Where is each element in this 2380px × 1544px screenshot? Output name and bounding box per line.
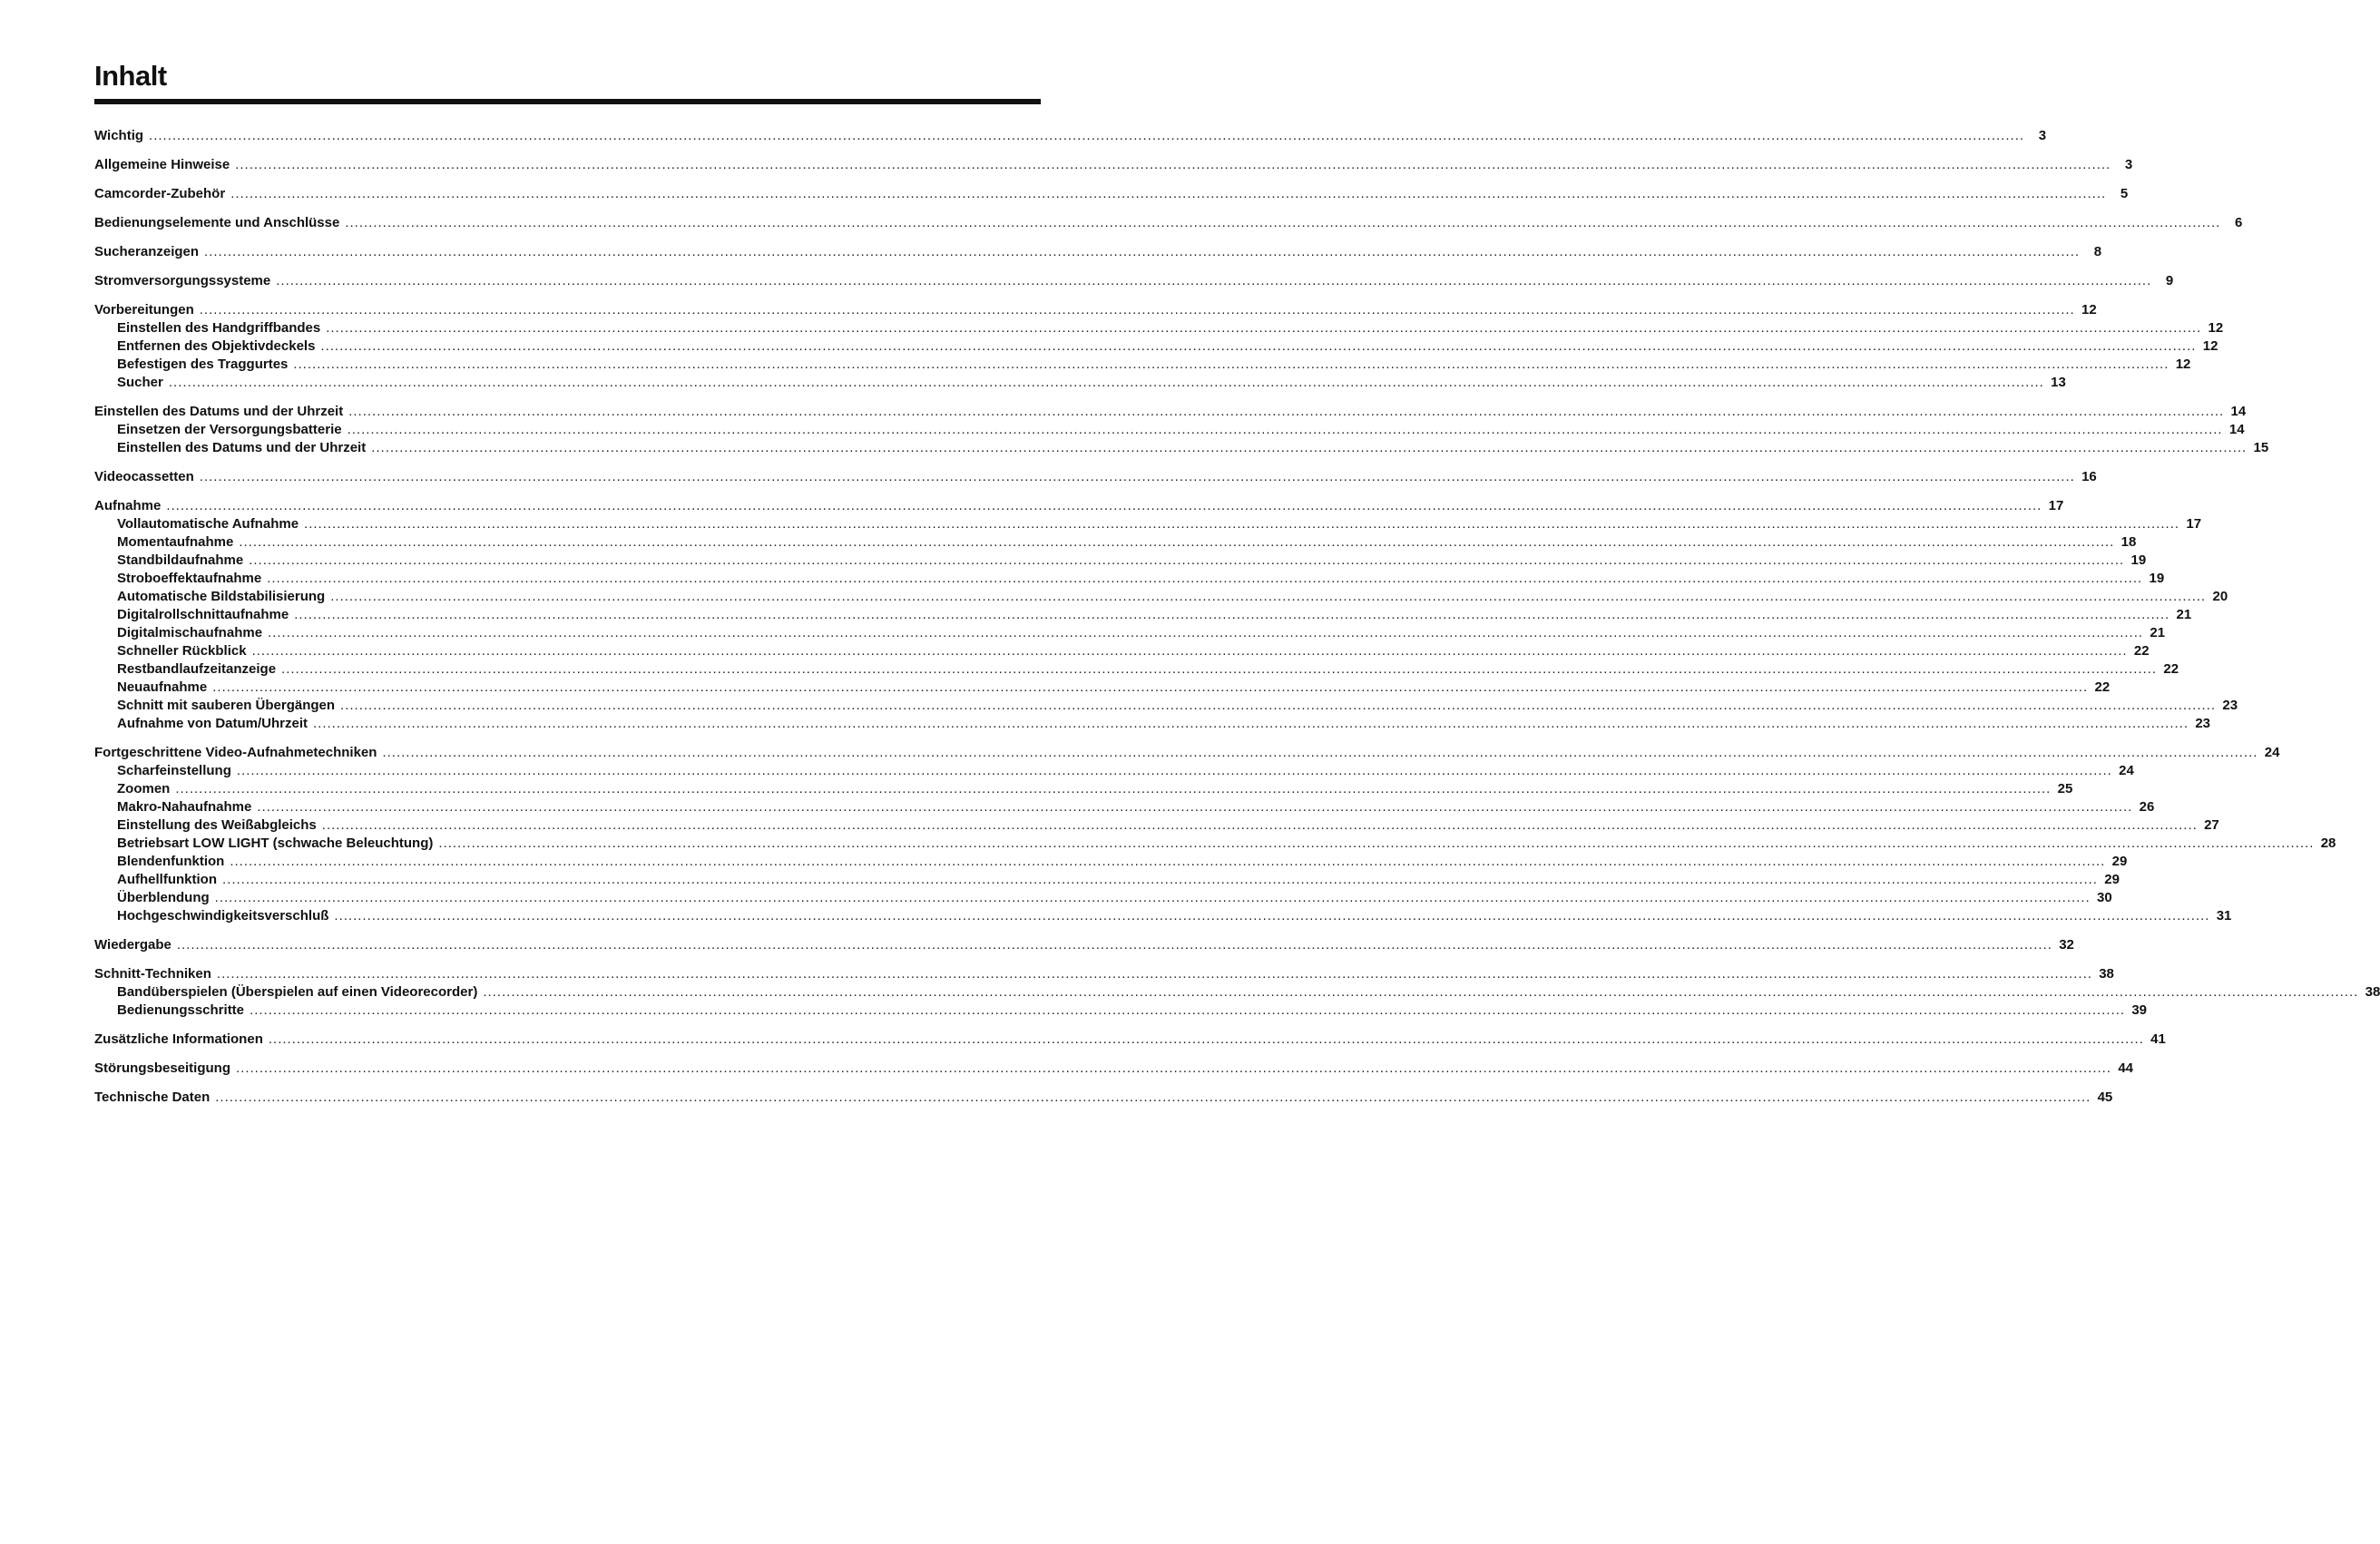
toc-subentry (94, 907, 2232, 925)
toc-subentry-title: Momentaufnahme (117, 534, 234, 550)
toc-entry (94, 127, 2047, 145)
toc-leader-dots: ................................................................................................................................................................................................................................................................................................................................................................................................................ (212, 679, 2089, 695)
toc-leader-dots: ................................................................................................................................................................................................................................................................................................................................................................................................................ (230, 854, 2106, 869)
toc-entry-page: 3 (2038, 128, 2047, 143)
title-rule (94, 99, 1041, 104)
toc-leader-dots: ................................................................................................................................................................................................................................................................................................................................................................................................................ (293, 357, 2169, 372)
toc-entry (94, 1031, 2166, 1049)
toc-group (94, 1089, 2113, 1107)
toc-subentry-page: 13 (2051, 375, 2066, 390)
toc-leader-dots: ................................................................................................................................................................................................................................................................................................................................................................................................................ (216, 966, 2092, 982)
toc-subentry-page: 29 (2111, 854, 2128, 869)
toc-leader-dots: ................................................................................................................................................................................................................................................................................................................................................................................................................ (304, 516, 2180, 532)
toc-subentry-title: Schnitt mit sauberen Übergängen (117, 698, 336, 713)
toc-subentry (94, 319, 2224, 337)
toc-subentry (94, 715, 2211, 733)
toc-subentry-page: 19 (2149, 571, 2165, 586)
toc-leader-dots: ................................................................................................................................................................................................................................................................................................................................................................................................................ (294, 607, 2170, 622)
toc-entry (94, 1060, 2133, 1078)
toc-leader-dots: ................................................................................................................................................................................................................................................................................................................................................................................................................ (330, 589, 2207, 604)
toc-leader-dots: ................................................................................................................................................................................................................................................................................................................................................................................................................ (321, 817, 2198, 833)
toc-leader-dots: ................................................................................................................................................................................................................................................................................................................................................................................................................ (371, 440, 2248, 455)
toc-leader-dots: ................................................................................................................................................................................................................................................................................................................................................................................................................ (326, 320, 2202, 336)
toc-group (94, 185, 2129, 203)
toc-leader-dots: ................................................................................................................................................................................................................................................................................................................................................................................................................ (268, 1031, 2144, 1047)
toc-entry (94, 156, 2133, 174)
toc-entry-page: 6 (2235, 215, 2243, 230)
toc-leader-dots: ................................................................................................................................................................................................................................................................................................................................................................................................................ (438, 836, 2315, 851)
toc-entry (94, 301, 2097, 319)
toc-leader-dots: ................................................................................................................................................................................................................................................................................................................................................................................................................ (236, 763, 2112, 778)
toc-entry (94, 185, 2129, 203)
toc-subentry (94, 660, 2179, 679)
toc-subentry-title: Bedienungsschritte (117, 1002, 245, 1018)
toc-subentry (94, 552, 2147, 570)
toc-leader-dots: ................................................................................................................................................................................................................................................................................................................................................................................................................ (199, 302, 2075, 318)
toc-subentry-title: Einsetzen der Versorgungsbatterie (117, 422, 342, 437)
toc-subentry-title: Aufnahme von Datum/Uhrzeit (117, 716, 309, 731)
toc-subentry-page: 23 (2222, 698, 2238, 713)
toc-leader-dots: ................................................................................................................................................................................................................................................................................................................................................................................................................ (345, 215, 2221, 230)
toc-leader-dots: ................................................................................................................................................................................................................................................................................................................................................................................................................ (340, 698, 2217, 713)
toc-subentry-page: 12 (2202, 338, 2218, 354)
toc-entry (94, 965, 2114, 983)
toc-subentry-title: Standbildaufnahme (117, 552, 244, 568)
toc-entry-title: Wichtig (94, 128, 144, 143)
toc-subentry-title: Hochgeschwindigkeitsverschluß (117, 908, 329, 923)
toc-leader-dots: ................................................................................................................................................................................................................................................................................................................................................................................................................ (313, 716, 2189, 731)
toc-leader-dots: ................................................................................................................................................................................................................................................................................................................................................................................................................ (334, 908, 2210, 923)
toc-group (94, 301, 2224, 392)
toc-group (94, 936, 2074, 954)
toc-subentry-page: 22 (2094, 679, 2111, 695)
toc-subentry-title: Entfernen des Objektivdeckels (117, 338, 316, 354)
toc-entry (94, 744, 2280, 762)
toc-subentry-title: Vollautomatische Aufnahme (117, 516, 299, 532)
toc-leader-dots: ................................................................................................................................................................................................................................................................................................................................................................................................................ (347, 422, 2223, 437)
table-of-contents (94, 127, 2380, 1118)
toc-subentry-page: 17 (2186, 516, 2202, 532)
toc-entry-page: 41 (2150, 1031, 2166, 1047)
toc-entry-title: Bedienungselemente und Anschlüsse (94, 215, 340, 230)
toc-subentry-title: Neuaufnahme (117, 679, 208, 695)
toc-entry-title: Wiedergabe (94, 937, 171, 953)
toc-subentry (94, 570, 2165, 588)
toc-leader-dots: ................................................................................................................................................................................................................................................................................................................................................................................................................ (149, 128, 2025, 143)
toc-subentry-title: Bandüberspielen (Überspielen auf einen Videorecorder) (117, 984, 478, 1000)
toc-subentry (94, 853, 2128, 871)
toc-subentry-title: Scharfeinstellung (117, 763, 231, 778)
toc-subentry-title: Stroboeffektaufnahme (117, 571, 262, 586)
toc-leader-dots: ................................................................................................................................................................................................................................................................................................................................................................................................................ (230, 186, 2107, 201)
toc-group (94, 965, 2380, 1020)
toc-subentry-page: 22 (2133, 643, 2150, 659)
toc-entry-page: 38 (2099, 966, 2114, 982)
toc-subentry (94, 780, 2073, 798)
toc-subentry-title: Einstellen des Datums und der Uhrzeit (117, 440, 367, 455)
toc-leader-dots: ................................................................................................................................................................................................................................................................................................................................................................................................................ (221, 872, 2098, 887)
toc-subentry (94, 679, 2111, 697)
toc-entry-page: 9 (2165, 273, 2174, 288)
toc-subentry (94, 356, 2191, 374)
toc-leader-dots: ................................................................................................................................................................................................................................................................................................................................................................................................................ (215, 1090, 2091, 1105)
toc-subentry-page: 23 (2195, 716, 2211, 731)
toc-entry-page: 8 (2093, 244, 2102, 259)
toc-leader-dots: ................................................................................................................................................................................................................................................................................................................................................................................................................ (168, 375, 2044, 390)
toc-subentry-title: Betriebsart LOW LIGHT (schwache Beleuchtung) (117, 836, 434, 851)
toc-subentry (94, 606, 2192, 624)
toc-entry-title: Camcorder-Zubehör (94, 186, 226, 201)
toc-subentry-title: Sucher (117, 375, 163, 390)
toc-subentry-title: Einstellung des Weißabgleichs (117, 817, 317, 833)
toc-group (94, 744, 2336, 925)
toc-subentry-page: 31 (2216, 908, 2232, 923)
toc-group (94, 497, 2238, 733)
toc-entry-page: 45 (2097, 1090, 2113, 1105)
toc-subentry-page: 14 (2228, 422, 2245, 437)
toc-subentry-page: 20 (2212, 589, 2228, 604)
toc-subentry (94, 642, 2150, 660)
toc-entry-page: 3 (2124, 157, 2133, 172)
toc-leader-dots: ................................................................................................................................................................................................................................................................................................................................................................................................................ (267, 571, 2143, 586)
toc-subentry-title: Restbandlaufzeitanzeige (117, 661, 277, 677)
toc-leader-dots: ................................................................................................................................................................................................................................................................................................................................................................................................................ (257, 799, 2133, 815)
toc-entry-title: Zusätzliche Informationen (94, 1031, 263, 1047)
toc-subentry-page: 15 (2253, 440, 2269, 455)
toc-entry (94, 243, 2102, 261)
toc-subentry-page: 19 (2130, 552, 2147, 568)
toc-entry-title: Schnitt-Techniken (94, 966, 211, 982)
toc-subentry (94, 835, 2336, 853)
toc-entry-title: Allgemeine Hinweise (94, 157, 230, 172)
toc-subentry-page: 30 (2096, 890, 2112, 905)
toc-leader-dots: ................................................................................................................................................................................................................................................................................................................................................................................................................ (204, 244, 2081, 259)
toc-entry-title: Einstellen des Datums und der Uhrzeit (94, 404, 344, 419)
toc-leader-dots: ................................................................................................................................................................................................................................................................................................................................................................................................................ (348, 404, 2225, 419)
toc-subentry-title: Aufhellfunktion (117, 872, 217, 887)
toc-entry-title: Störungsbeseitigung (94, 1060, 230, 1076)
toc-subentry-page: 24 (2119, 763, 2134, 778)
toc-subentry (94, 762, 2134, 780)
toc-subentry (94, 421, 2245, 439)
toc-group (94, 156, 2133, 174)
toc-entry-page: 44 (2118, 1060, 2133, 1076)
toc-leader-dots: ................................................................................................................................................................................................................................................................................................................................................................................................................ (176, 937, 2052, 953)
toc-subentry (94, 533, 2137, 552)
toc-subentry (94, 889, 2112, 907)
toc-leader-dots: ................................................................................................................................................................................................................................................................................................................................................................................................................ (236, 1060, 2111, 1076)
toc-entry-page: 16 (2081, 469, 2097, 484)
toc-subentry (94, 1002, 2148, 1020)
toc-entry-title: Videocassetten (94, 469, 194, 484)
toc-subentry (94, 337, 2218, 356)
toc-entry-page: 12 (2081, 302, 2097, 318)
toc-leader-dots: ................................................................................................................................................................................................................................................................................................................................................................................................................ (320, 338, 2197, 354)
toc-entry-page: 5 (2120, 186, 2129, 201)
toc-subentry-page: 21 (2176, 607, 2192, 622)
toc-subentry (94, 871, 2120, 889)
toc-group (94, 214, 2243, 232)
toc-subentry-page: 29 (2104, 872, 2120, 887)
toc-leader-dots: ................................................................................................................................................................................................................................................................................................................................................................................................................ (239, 534, 2115, 550)
toc-leader-dots: ................................................................................................................................................................................................................................................................................................................................................................................................................ (382, 745, 2258, 760)
toc-subentry-page: 38 (2365, 984, 2380, 1000)
toc-group (94, 127, 2047, 145)
toc-entry (94, 936, 2074, 954)
toc-leader-dots: ................................................................................................................................................................................................................................................................................................................................................................................................................ (268, 625, 2144, 640)
toc-subentry-page: 27 (2204, 817, 2219, 833)
toc-entry (94, 272, 2174, 290)
toc-group (94, 1060, 2133, 1078)
toc-entry (94, 497, 2064, 515)
toc-subentry-title: Einstellen des Handgriffbandes (117, 320, 321, 336)
toc-subentry-page: 28 (2320, 836, 2336, 851)
toc-leader-dots: ................................................................................................................................................................................................................................................................................................................................................................................................................ (175, 781, 2052, 796)
toc-subentry (94, 374, 2066, 392)
toc-subentry-page: 22 (2163, 661, 2179, 677)
toc-leader-dots: ................................................................................................................................................................................................................................................................................................................................................................................................................ (281, 661, 2158, 677)
toc-leader-dots: ................................................................................................................................................................................................................................................................................................................................................................................................................ (250, 1002, 2126, 1018)
toc-subentry-title: Digitalmischaufnahme (117, 625, 263, 640)
toc-subentry-page: 12 (2175, 357, 2191, 372)
toc-leader-dots: ................................................................................................................................................................................................................................................................................................................................................................................................................ (483, 984, 2359, 1000)
toc-leader-dots: ................................................................................................................................................................................................................................................................................................................................................................................................................ (214, 890, 2091, 905)
toc-entry-title: Stromversorgungssysteme (94, 273, 271, 288)
toc-subentry (94, 798, 2155, 816)
toc-leader-dots: ................................................................................................................................................................................................................................................................................................................................................................................................................ (166, 498, 2042, 513)
toc-subentry-title: Zoomen (117, 781, 171, 796)
toc-subentry (94, 624, 2166, 642)
toc-subentry-title: Digitalrollschnittaufnahme (117, 607, 289, 622)
toc-leader-dots: ................................................................................................................................................................................................................................................................................................................................................................................................................ (199, 469, 2075, 484)
toc-group (94, 272, 2174, 290)
toc-subentry (94, 983, 2380, 1002)
toc-subentry-title: Schneller Rückblick (117, 643, 247, 659)
toc-group (94, 243, 2102, 261)
toc-subentry-title: Makro-Nahaufnahme (117, 799, 252, 815)
toc-entry-title: Sucheranzeigen (94, 244, 200, 259)
toc-subentry-page: 26 (2139, 799, 2155, 815)
toc-subentry-title: Blendenfunktion (117, 854, 225, 869)
toc-subentry-page: 18 (2120, 534, 2137, 550)
toc-entry-title: Vorbereitungen (94, 302, 194, 318)
toc-group (94, 468, 2097, 486)
toc-entry (94, 403, 2247, 421)
toc-group (94, 403, 2269, 457)
toc-subentry-page: 39 (2131, 1002, 2148, 1018)
toc-entry-page: 24 (2264, 745, 2280, 760)
page-title: Inhalt (94, 60, 167, 92)
toc-subentry (94, 439, 2269, 457)
toc-subentry-page: 12 (2208, 320, 2224, 336)
toc-entry-page: 14 (2230, 404, 2247, 419)
toc-subentry-title: Automatische Bildstabilisierung (117, 589, 326, 604)
toc-entry (94, 468, 2097, 486)
toc-leader-dots: ................................................................................................................................................................................................................................................................................................................................................................................................................ (235, 157, 2111, 172)
toc-entry (94, 1089, 2113, 1107)
toc-entry-title: Fortgeschrittene Video-Aufnahmetechniken (94, 745, 377, 760)
toc-entry-page: 32 (2059, 937, 2074, 953)
toc-subentry-title: Befestigen des Traggurtes (117, 357, 289, 372)
toc-subentry-title: Überblendung (117, 890, 210, 905)
toc-subentry (94, 697, 2238, 715)
toc-subentry-page: 25 (2057, 781, 2073, 796)
toc-subentry-page: 21 (2150, 625, 2166, 640)
toc-group (94, 1031, 2166, 1049)
toc-entry (94, 214, 2243, 232)
toc-subentry (94, 816, 2219, 835)
toc-leader-dots: ................................................................................................................................................................................................................................................................................................................................................................................................................ (276, 273, 2152, 288)
toc-subentry (94, 588, 2228, 606)
toc-entry-title: Aufnahme (94, 498, 162, 513)
toc-entry-title: Technische Daten (94, 1090, 211, 1105)
toc-leader-dots: ................................................................................................................................................................................................................................................................................................................................................................................................................ (251, 643, 2128, 659)
toc-subentry (94, 515, 2202, 533)
toc-leader-dots: ................................................................................................................................................................................................................................................................................................................................................................................................................ (249, 552, 2125, 568)
toc-entry-page: 17 (2048, 498, 2064, 513)
